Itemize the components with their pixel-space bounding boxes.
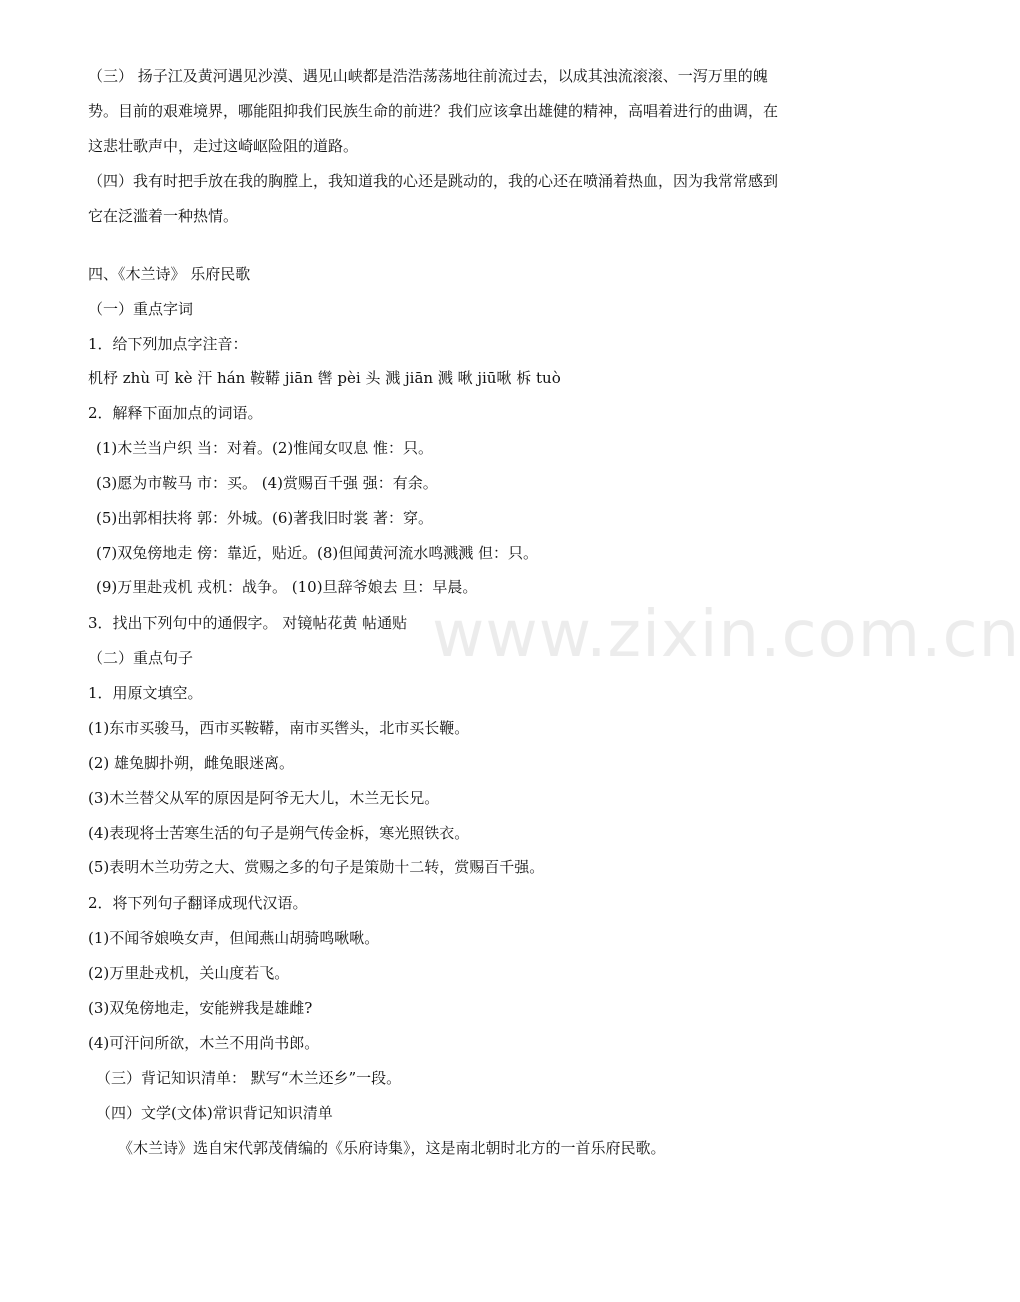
answer-line: (5)出郭相扶将 郭：外城。(6)著我旧时裳 著：穿。 — [96, 509, 434, 527]
paragraph-line: 这悲壮歌声中，走过这崎岖险阻的道路。 — [88, 137, 359, 155]
answer-line: (1)东市买骏马，西市买鞍鞯，南市买辔头，北市买长鞭。 — [88, 719, 470, 737]
answer-line: (3)双兔傍地走，安能辨我是雄雌? — [88, 999, 313, 1017]
subsection-heading: （二）重点句子 — [88, 649, 194, 667]
answer-line: (3)木兰替父从军的原因是阿爷无大儿，木兰无长兄。 — [88, 789, 440, 807]
paragraph-line: 它在泛滥着一种热情。 — [88, 207, 239, 225]
answer-line: (9)万里赴戎机 戎机：战争。 (10)旦辞爷娘去 旦：早晨。 — [96, 578, 478, 596]
subsection-heading: （一）重点字词 — [88, 300, 194, 318]
paragraph-line: 势。目前的艰难境界，哪能阻抑我们民族生命的前进？我们应该拿出雄健的精神，高唱着进行的曲调，在 — [88, 102, 779, 120]
answer-line: (4)表现将士苦寒生活的句子是朔气传金柝，寒光照铁衣。 — [88, 824, 470, 842]
answer-line: (1)木兰当户织 当：对着。(2)惟闻女叹息 惟：只。 — [96, 439, 434, 457]
question-line: 1．用原文填空。 — [88, 684, 203, 702]
paragraph-line: （三） 扬子江及黄河遇见沙漠、遇见山峡都是浩浩荡荡地往前流过去，以成其浊流滚滚、一泻万里的魄 — [88, 67, 768, 85]
pinyin-line: 机杼 zhù 可 kè 汗 hán 鞍鞯 jiān 辔 pèi 头 溅 jiān 溅 啾 jiū啾 柝 tuò — [88, 369, 561, 387]
answer-line: (2)万里赴戎机，关山度若飞。 — [88, 964, 290, 982]
answer-line: (4)可汗问所欲，木兰不用尚书郎。 — [88, 1034, 320, 1052]
question-line: 1．给下列加点字注音： — [88, 335, 248, 353]
paragraph-line: 《木兰诗》选自宋代郭茂倩编的《乐府诗集》，这是南北朝时北方的一首乐府民歌。 — [118, 1139, 666, 1157]
section-heading: 四、《木兰诗》 乐府民歌 — [88, 265, 251, 283]
answer-line: (1)不闻爷娘唤女声，但闻燕山胡骑鸣啾啾。 — [88, 929, 380, 947]
answer-line: (7)双兔傍地走 傍：靠近，贴近。(8)但闻黄河流水鸣溅溅 但：只。 — [96, 544, 539, 562]
watermark: www.zixin.com.cn — [432, 598, 1020, 672]
question-line: 2．解释下面加点的词语。 — [88, 404, 263, 422]
paragraph-line: （四）我有时把手放在我的胸膛上，我知道我的心还是跳动的，我的心还在喷涌着热血，因为我常常感到 — [88, 172, 779, 190]
question-line: 2．将下列句子翻译成现代汉语。 — [88, 894, 308, 912]
question-line: 3．找出下列句中的通假字。 对镜帖花黄 帖通贴 — [88, 614, 408, 632]
subsection-heading: （三）背记知识清单： 默写“木兰还乡”一段。 — [96, 1069, 402, 1087]
subsection-heading: （四）文学(文体)常识背记知识清单 — [96, 1104, 333, 1122]
answer-line: (3)愿为市鞍马 市：买。 (4)赏赐百千强 强：有余。 — [96, 474, 438, 492]
answer-line: (5)表明木兰功劳之大、赏赐之多的句子是策勋十二转，赏赐百千强。 — [88, 858, 545, 876]
answer-line: (2) 雄兔脚扑朔，雌兔眼迷离。 — [88, 754, 295, 772]
